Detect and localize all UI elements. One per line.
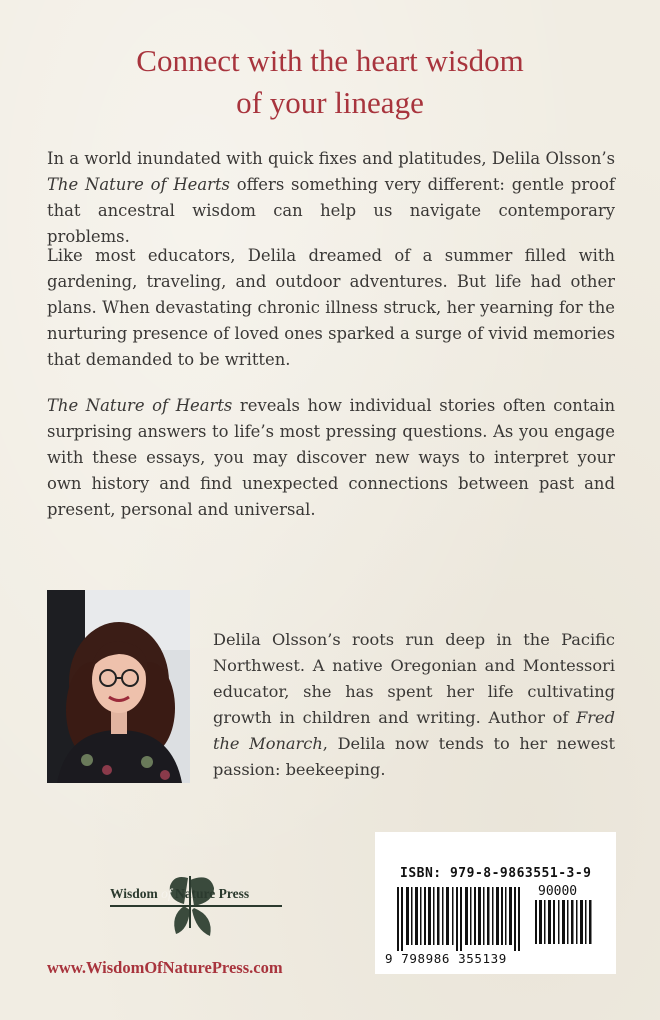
description-paragraph-2: Like most educators, Delila dreamed of a summer filled with gardening, traveling, and outdoor adventures. But life had other plans. When devastating chronic illness struck, her yearning for the nurturing presence of loved ones sparked a surge of vivid memories that demanded to be written. [47,246,615,369]
p3-text-after: reveals how individual stories often contain surprising answers to life’s most pressing questions. As you engage with these essays, you may discover new ways to interpret your own history and find unexpected connections between past and present, personal and universal. [47,396,615,519]
ean-digits: 9 798986 355139 [385,951,507,966]
book-title: The Nature of Hearts [47,396,233,415]
p1-text-after: offers something very different: gentle proof that ancestral wisdom can help us navigate contemporary problems. [47,175,615,246]
publisher-website: www.WisdomOfNaturePress.com [47,958,283,977]
author-bio [213,627,615,783]
logo-word-of: of [161,886,172,901]
p1-text-before: In a world inundated with quick fixes and platitudes, Delila Olsson’s [47,149,615,168]
description-paragraph-3 [47,393,615,523]
logo-words-nature-press: Nature Press [171,886,250,901]
book-title: The Nature of Hearts [47,175,230,194]
author-portrait-illustration [47,590,190,783]
previous-book-title: Fred the Monarch [213,708,615,753]
publisher-logo-text [110,886,290,902]
publisher-logo [110,870,290,942]
headline-line-1: Connect with the heart wisdom [136,43,524,78]
bio-text-after: , Delila now tends to her newest passion: beekeeping. [213,734,615,779]
addon-barcode-bars [535,900,595,944]
isbn-label: ISBN: 979-8-9863551-3-9 [400,866,592,881]
headline-line-2: of your lineage [236,85,424,120]
description-paragraph-1 [47,146,615,250]
headline [0,40,660,124]
logo-word-wisdom: Wisdom [110,886,162,901]
bio-text-before: Delila Olsson’s roots run deep in the Pacific Northwest. A native Oregonian and Montessori educator, she has spent her life cultivating growth in children and writing. Author of [213,630,615,727]
isbn-barcode [375,832,616,974]
logo-underline [110,905,282,907]
price-code: 90000 [538,884,578,899]
author-photo [47,590,190,783]
ean-barcode-bars [397,887,527,951]
